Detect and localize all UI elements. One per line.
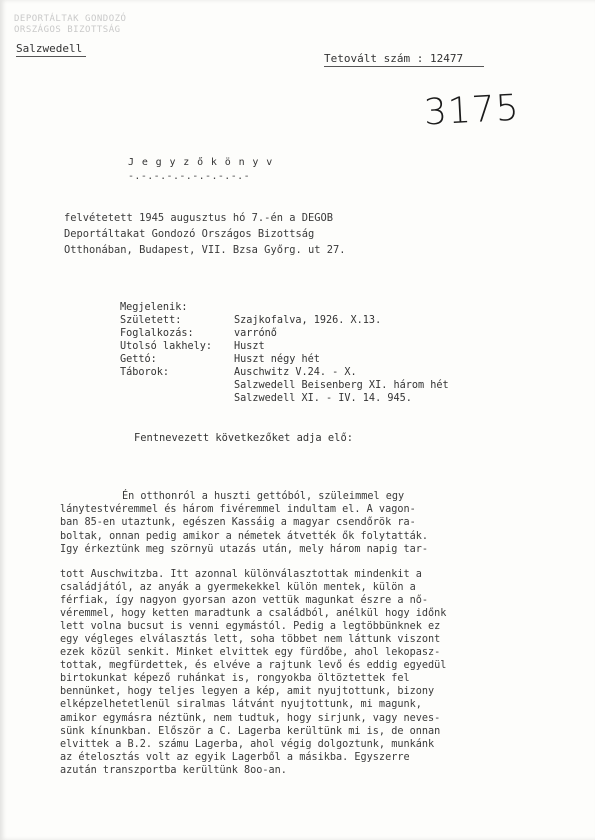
text-line: egy végleges elválasztás lett, soha többet nem láttunk viszont: [60, 634, 441, 646]
field-label: Megjelenik:: [120, 302, 188, 313]
text-line: sünk kínunkban. Először a C. Lagerba kerültünk mi is, de onnan: [60, 725, 441, 737]
text-line: bennünket, hogy teljes legyen a kép, amit nyujtottunk, bizony: [60, 686, 435, 698]
text-line: tottak, megfürdettek, és elvéve a rajtunk levő és eddig egyedül: [60, 660, 447, 672]
testimony-paragraph-2: [60, 568, 446, 777]
text-line: amikor egymásra néztünk, nem tudtuk, hogy sirjunk, vagy neves-: [60, 712, 441, 724]
text-line: férfiak, így nagyon gyorsan azon vettük magunkat észre a nő-: [60, 595, 429, 607]
field-row: [120, 366, 449, 379]
city-header: Salzwedell: [16, 42, 83, 55]
field-row: [120, 379, 449, 392]
text-line: Én otthonról a huszti gettóból, szüleimmel egy: [122, 491, 405, 502]
field-value: Salzwedell XI. - IV. 14. 945.: [234, 393, 412, 404]
field-label: Született:: [120, 315, 182, 326]
text-line: Igy érkeztünk meg szörnyü utazás után, mely három napig tar-: [60, 543, 429, 555]
text-line: elvittek a B.2. számu Lagerba, ahol végig dolgoztunk, munkánk: [60, 738, 435, 750]
text-line: azután transzportba kerültünk 8oo-an.: [60, 764, 287, 776]
tattoo-underline: [324, 66, 484, 67]
text-line: lett volna bucsut is venni egymástól. Pedig a legtöbbünknek ez: [60, 621, 441, 633]
field-label: Táborok:: [120, 367, 170, 378]
handwritten-record-number: 3175: [422, 87, 521, 134]
field-label: Utolsó lakhely:: [120, 341, 213, 352]
city-underline: [16, 56, 86, 57]
personal-data-fields: [120, 301, 449, 405]
testimony-lead: Fentnevezett következőket adja elő:: [134, 432, 353, 444]
text-line: boltak, onnan pedig amikor a németek átvették ők folytatták.: [60, 530, 429, 542]
text-line: az ételosztás volt az egyik Lagerből a másikba. Egyszerre: [60, 751, 410, 763]
document-title: Jegyzőkönyv: [128, 157, 281, 168]
field-value: varrónő: [234, 328, 277, 339]
field-row: [120, 392, 449, 405]
title-dashes: -.-.-.-.-.-.-.-.-.-: [128, 171, 250, 182]
field-value: Szajkofalva, 1926. X.13.: [234, 315, 382, 326]
field-row: [120, 340, 449, 353]
intro-block: [64, 210, 346, 258]
text-line: ezek közül senkit. Minket elvittek egy fürdőbe, ahol lekopasz-: [60, 647, 441, 659]
field-value: Auschwitz V.24. - X.: [234, 367, 357, 378]
text-line: családjától, az anyák a gyermekekkel külön mentek, külön a: [60, 582, 416, 594]
intro-line: Otthonában, Budapest, VII. Bzsa Győrg. ut 27.: [64, 244, 346, 256]
field-label: Foglalkozás:: [120, 328, 194, 339]
text-line: lánytestvéremmel és három fivéremmel indultam el. A vagon-: [60, 504, 416, 516]
tattoo-number: Tetovált szám : 12477: [324, 52, 464, 65]
field-label: [120, 392, 234, 405]
text-line: ban 85-en utaztunk, egészen Kassáig a magyar csendőrök ra-: [60, 517, 416, 529]
faded-letterhead: [14, 14, 184, 36]
field-row: [120, 353, 449, 366]
intro-line: Deportáltakat Gondozó Országos Bizottság: [64, 228, 315, 240]
testimony-paragraph-1: [60, 490, 428, 556]
field-label: [120, 379, 234, 392]
field-row: [120, 314, 449, 327]
field-label: Gettó:: [120, 354, 157, 365]
text-line: tott Auschwitzba. Itt azonnal különválasztottak mindenkit a: [60, 569, 422, 580]
field-row: [120, 301, 449, 314]
field-value: Salzwedell Beisenberg XI. három hét: [234, 380, 449, 391]
text-line: birtokunkat képező ruhánkat is, rongyokba öltöztettek fel: [60, 673, 410, 685]
faded-letterhead-line: DEPORTÁLTAK GONDOZÓ: [14, 14, 127, 24]
field-row: [120, 327, 449, 340]
intro-line: felvétetett 1945 augusztus hó 7.-én a DEGOB: [64, 212, 333, 224]
field-value: Huszt négy hét: [234, 354, 320, 365]
field-value: Huszt: [234, 341, 265, 352]
text-line: elképzelhetetlenül siralmas látvánt nyujtottunk, mi magunk,: [60, 699, 422, 711]
faded-letterhead-line: ORSZÁGOS BIZOTTSÁG: [14, 25, 121, 35]
text-line: véremmel, hogy ketten maradtunk a családból, anélkül hogy időnk: [60, 608, 447, 620]
